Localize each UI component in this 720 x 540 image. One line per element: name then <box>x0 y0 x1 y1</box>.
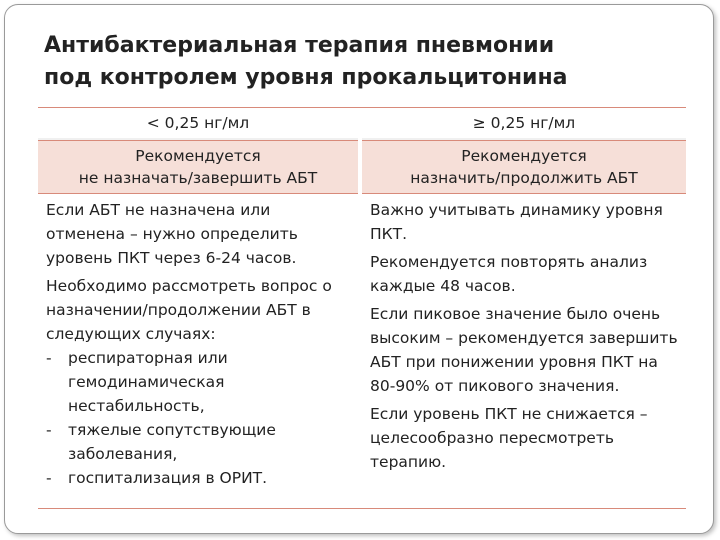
slide-title <box>44 30 684 94</box>
title-line-1: Антибактериальная терапия пневмонии <box>44 33 555 58</box>
left-recommendation-line-2: не назначать/завершить АБТ <box>78 169 318 187</box>
right-paragraph-2: Рекомендуется повторять анализ каждые 48 часов. <box>370 253 648 295</box>
bullet-text: госпитализация в ОРИТ. <box>68 469 268 487</box>
bullet-text: тяжелые сопутствующие заболевания, <box>68 421 276 463</box>
left-column-header: < 0,25 нг/мл <box>38 108 358 138</box>
left-paragraph-1: Если АБТ не назначена или отменена – нужно определить уровень ПКТ через 6-24 часов. <box>46 201 298 267</box>
right-column-header: ≥ 0,25 нг/мл <box>362 108 686 138</box>
right-recommendation <box>362 141 686 193</box>
left-paragraph-2: Необходимо рассмотреть вопрос о назначении/продолжении АБТ в следующих случаях: <box>46 277 332 343</box>
left-recommendation-line-1: Рекомендуется <box>135 147 261 165</box>
bullet-marker: - <box>46 469 52 487</box>
right-paragraph-1: Важно учитывать динамику уровня ПКТ. <box>370 201 663 243</box>
right-recommendation-line-2: назначить/продолжить АБТ <box>410 169 638 187</box>
left-recommendation <box>38 141 358 193</box>
right-paragraph-4: Если уровень ПКТ не снижается – целесообразно пересмотреть терапию. <box>370 405 648 471</box>
bullet-marker: - <box>46 421 52 439</box>
title-line-2: под контролем уровня прокальцитонина <box>44 65 568 90</box>
left-details <box>38 196 358 508</box>
right-paragraph-3: Если пиковое значение было очень высоким – рекомендуется завершить АБТ при понижении уровня ПКТ на 80-90% от пикового значения. <box>370 305 678 395</box>
right-recommendation-line-1: Рекомендуется <box>461 147 587 165</box>
column-separator <box>358 108 362 508</box>
bullet-text: респираторная или гемодинамическая нестабильность, <box>68 349 228 415</box>
left-bullet-item <box>46 346 350 418</box>
right-details <box>362 196 686 508</box>
bullet-marker: - <box>46 349 52 367</box>
left-bullet-item <box>46 466 350 490</box>
comparison-table <box>38 107 686 509</box>
left-bullet-item <box>46 418 350 466</box>
